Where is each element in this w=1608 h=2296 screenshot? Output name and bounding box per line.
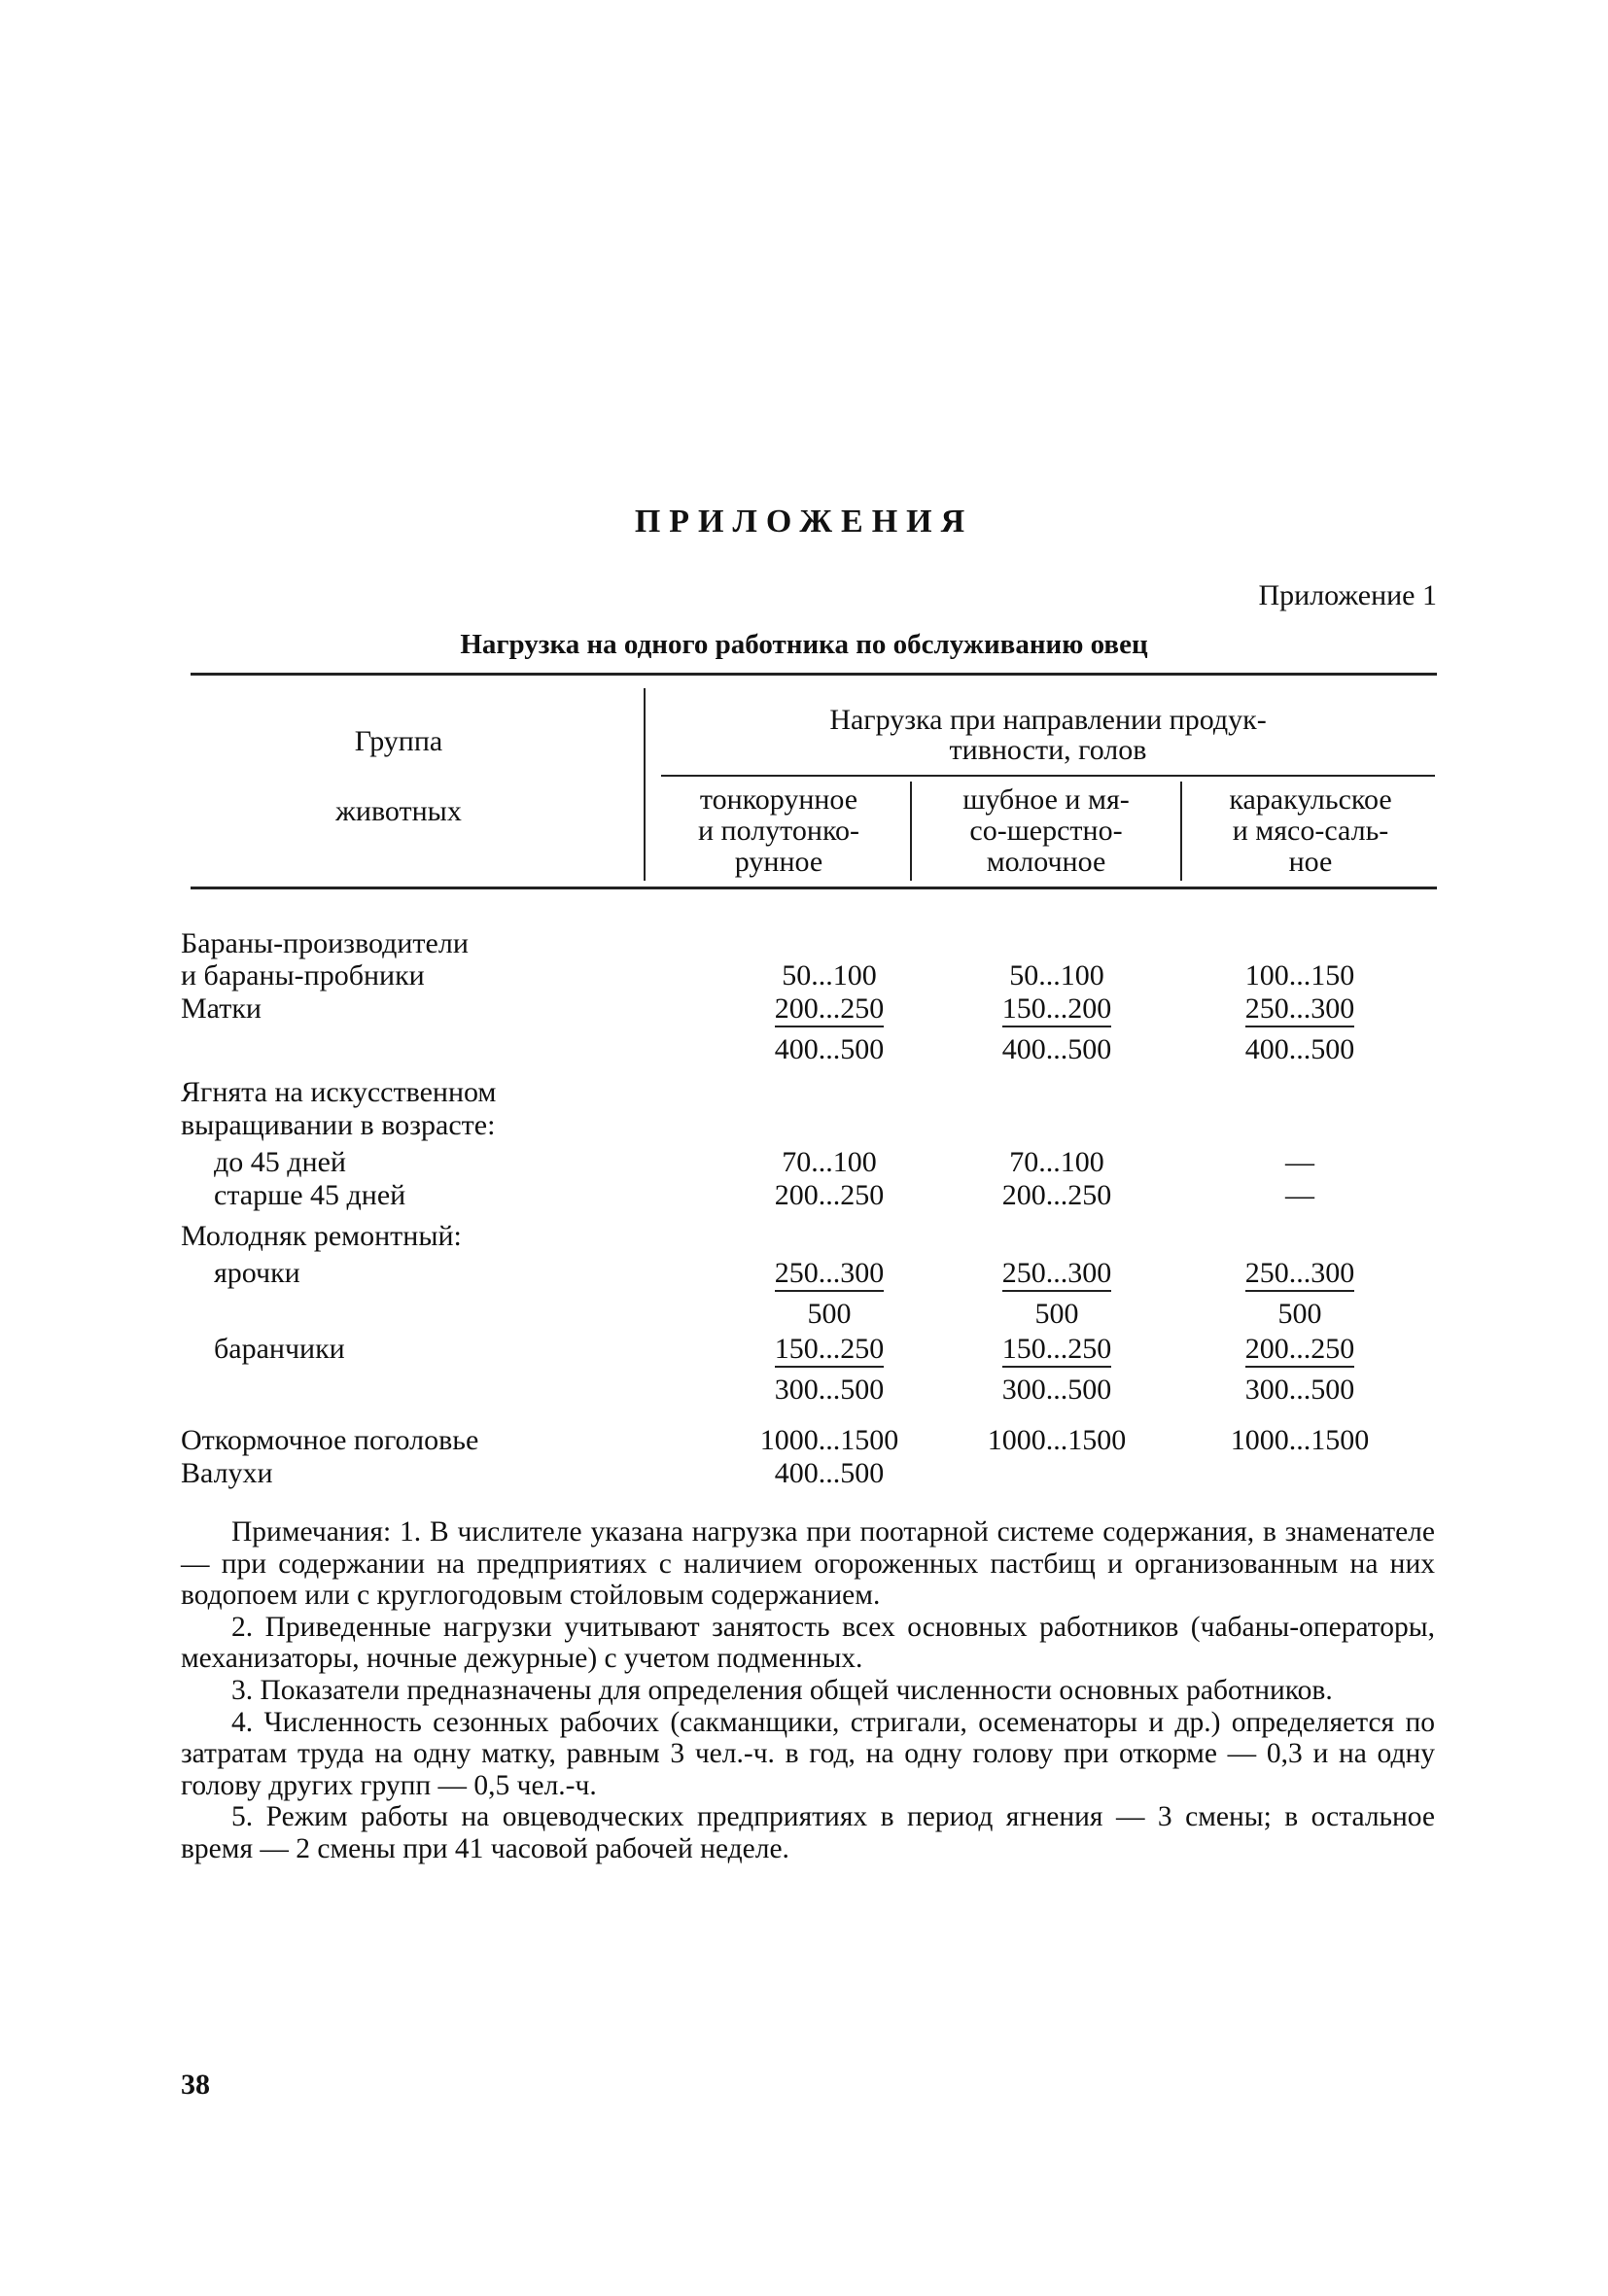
table-cell	[1207, 1334, 1392, 1365]
table-cell: 1000...1500	[759, 1424, 899, 1456]
table-group-divider	[644, 688, 646, 881]
row-label-rams: Бараны-производители	[181, 927, 469, 959]
table-cell: 300...500	[774, 1374, 885, 1406]
table-cell: 300...500	[1244, 1374, 1355, 1406]
row-label-lambs: Ягнята на искусственном	[181, 1076, 497, 1108]
notes-section	[181, 1516, 1435, 1865]
group-header-line-2: животных	[335, 795, 462, 827]
fraction-numerator: 250...300	[775, 1257, 885, 1292]
col-header-3-line-3: ное	[1288, 846, 1333, 878]
table-cell	[1207, 993, 1392, 1025]
table-cell: 50...100	[782, 959, 877, 991]
load-header-line-2: тивности, голов	[949, 734, 1147, 766]
fraction-numerator: 150...250	[775, 1333, 885, 1368]
table-cell: 70...100	[1009, 1146, 1104, 1178]
fraction-numerator: 200...250	[1245, 1333, 1355, 1368]
fraction-numerator: 150...200	[1002, 992, 1112, 1027]
row-label-under-45: до 45 дней	[214, 1146, 346, 1178]
table-cell: 400...500	[774, 1033, 885, 1065]
col-header-2-line-3: молочное	[986, 846, 1106, 878]
table-top-rule	[191, 673, 1437, 676]
table-cell	[964, 1258, 1149, 1289]
row-label-young-stock: Молодняк ремонтный:	[181, 1220, 462, 1252]
page-number: 38	[181, 2069, 210, 2101]
table-cell	[1207, 1258, 1392, 1289]
table-cell: 500	[1034, 1298, 1079, 1330]
note-3: 3. Показатели предназначены для определения общей численности основных работников.	[231, 1674, 1333, 1706]
table-cell: 500	[807, 1298, 852, 1330]
row-label-wethers: Валухи	[181, 1457, 273, 1489]
table-cell	[964, 1334, 1149, 1365]
table-cell: 1000...1500	[987, 1424, 1127, 1456]
fraction-numerator: 200...250	[775, 992, 885, 1027]
fraction-numerator: 250...300	[1245, 1257, 1355, 1292]
fraction-numerator: 150...250	[1002, 1333, 1112, 1368]
table-cell: 200...250	[1001, 1179, 1112, 1211]
note-4: 4. Численность сезонных рабочих (сакманщики, стригали, осеменаторы и др.) определяется по затратам труда на одну матку, равным 3 чел.-ч. в год, на одну голову при откорме — 0,3 и на одну голову других групп — 0,5 чел.-ч.	[181, 1706, 1435, 1801]
col-header-1-line-2: и полутонко-	[698, 815, 859, 847]
row-label-over-45: старше 45 дней	[214, 1179, 406, 1211]
col-divider-1	[910, 782, 912, 881]
col-header-1-line-3: рунное	[734, 846, 823, 878]
page-heading: ПРИЛОЖЕНИЯ	[634, 504, 974, 539]
note-5: 5. Режим работы на овцеводческих предприятиях в период ягнения — 3 смены; в остальное время — 2 смены при 41 часовой рабочей неделе.	[181, 1801, 1435, 1864]
col-header-3-line-2: и мясо-саль-	[1232, 815, 1389, 847]
row-label-ram-lambs: баранчики	[214, 1333, 345, 1365]
fraction-numerator: 250...300	[1002, 1257, 1112, 1292]
table-header-bottom-rule	[191, 887, 1437, 889]
row-label-ewes: Матки	[181, 992, 262, 1025]
table-cell: 400...500	[774, 1457, 885, 1489]
col-divider-2	[1180, 782, 1182, 881]
row-label-fattening: Откормочное поголовье	[181, 1424, 479, 1456]
table-cell	[737, 1334, 922, 1365]
row-label-ewe-lambs: ярочки	[214, 1257, 300, 1289]
table-cell: 70...100	[782, 1146, 877, 1178]
note-1: Примечания: 1. В числителе указана нагрузка при поотарной системе содержания, в знаменателе — при содержании на предприятиях с наличием огороженных пастбищ и организованным на них водопоем или с круглогодовым стойловым содержанием.	[181, 1516, 1435, 1612]
col-header-2-line-2: со-шерстно-	[969, 815, 1123, 847]
row-label-test-rams: и бараны-пробники	[181, 959, 425, 991]
col-header-1-line-1: тонкорунное	[699, 783, 858, 816]
row-label-lambs-cont: выращивании в возрасте:	[181, 1109, 496, 1141]
load-header-rule	[661, 775, 1435, 777]
fraction-numerator: 250...300	[1245, 992, 1355, 1027]
col-header-2-line-1: шубное и мя-	[962, 783, 1130, 816]
table-cell	[737, 993, 922, 1025]
load-header-line-1: Нагрузка при направлении продук-	[829, 704, 1267, 736]
appendix-label: Приложение 1	[1258, 579, 1437, 611]
table-cell: 1000...1500	[1230, 1424, 1370, 1456]
table-cell: —	[1285, 1146, 1314, 1178]
table-title: Нагрузка на одного работника по обслуживанию овец	[460, 629, 1148, 660]
table-cell: 400...500	[1001, 1033, 1112, 1065]
table-cell: 500	[1277, 1298, 1322, 1330]
table-cell: 400...500	[1244, 1033, 1355, 1065]
table-cell	[737, 1258, 922, 1289]
table-cell: 200...250	[774, 1179, 885, 1211]
note-2: 2. Приведенные нагрузки учитывают занятость всех основных работников (чабаны-операторы, механизаторы, ночные дежурные) с учетом подменных.	[181, 1611, 1435, 1675]
table-cell: 100...150	[1244, 959, 1355, 991]
table-cell: 50...100	[1009, 959, 1104, 991]
table-cell: —	[1285, 1179, 1314, 1211]
col-header-3-line-1: каракульское	[1229, 783, 1392, 816]
group-header-line-1: Группа	[354, 725, 443, 757]
table-cell	[964, 993, 1149, 1025]
table-cell: 300...500	[1001, 1374, 1112, 1406]
